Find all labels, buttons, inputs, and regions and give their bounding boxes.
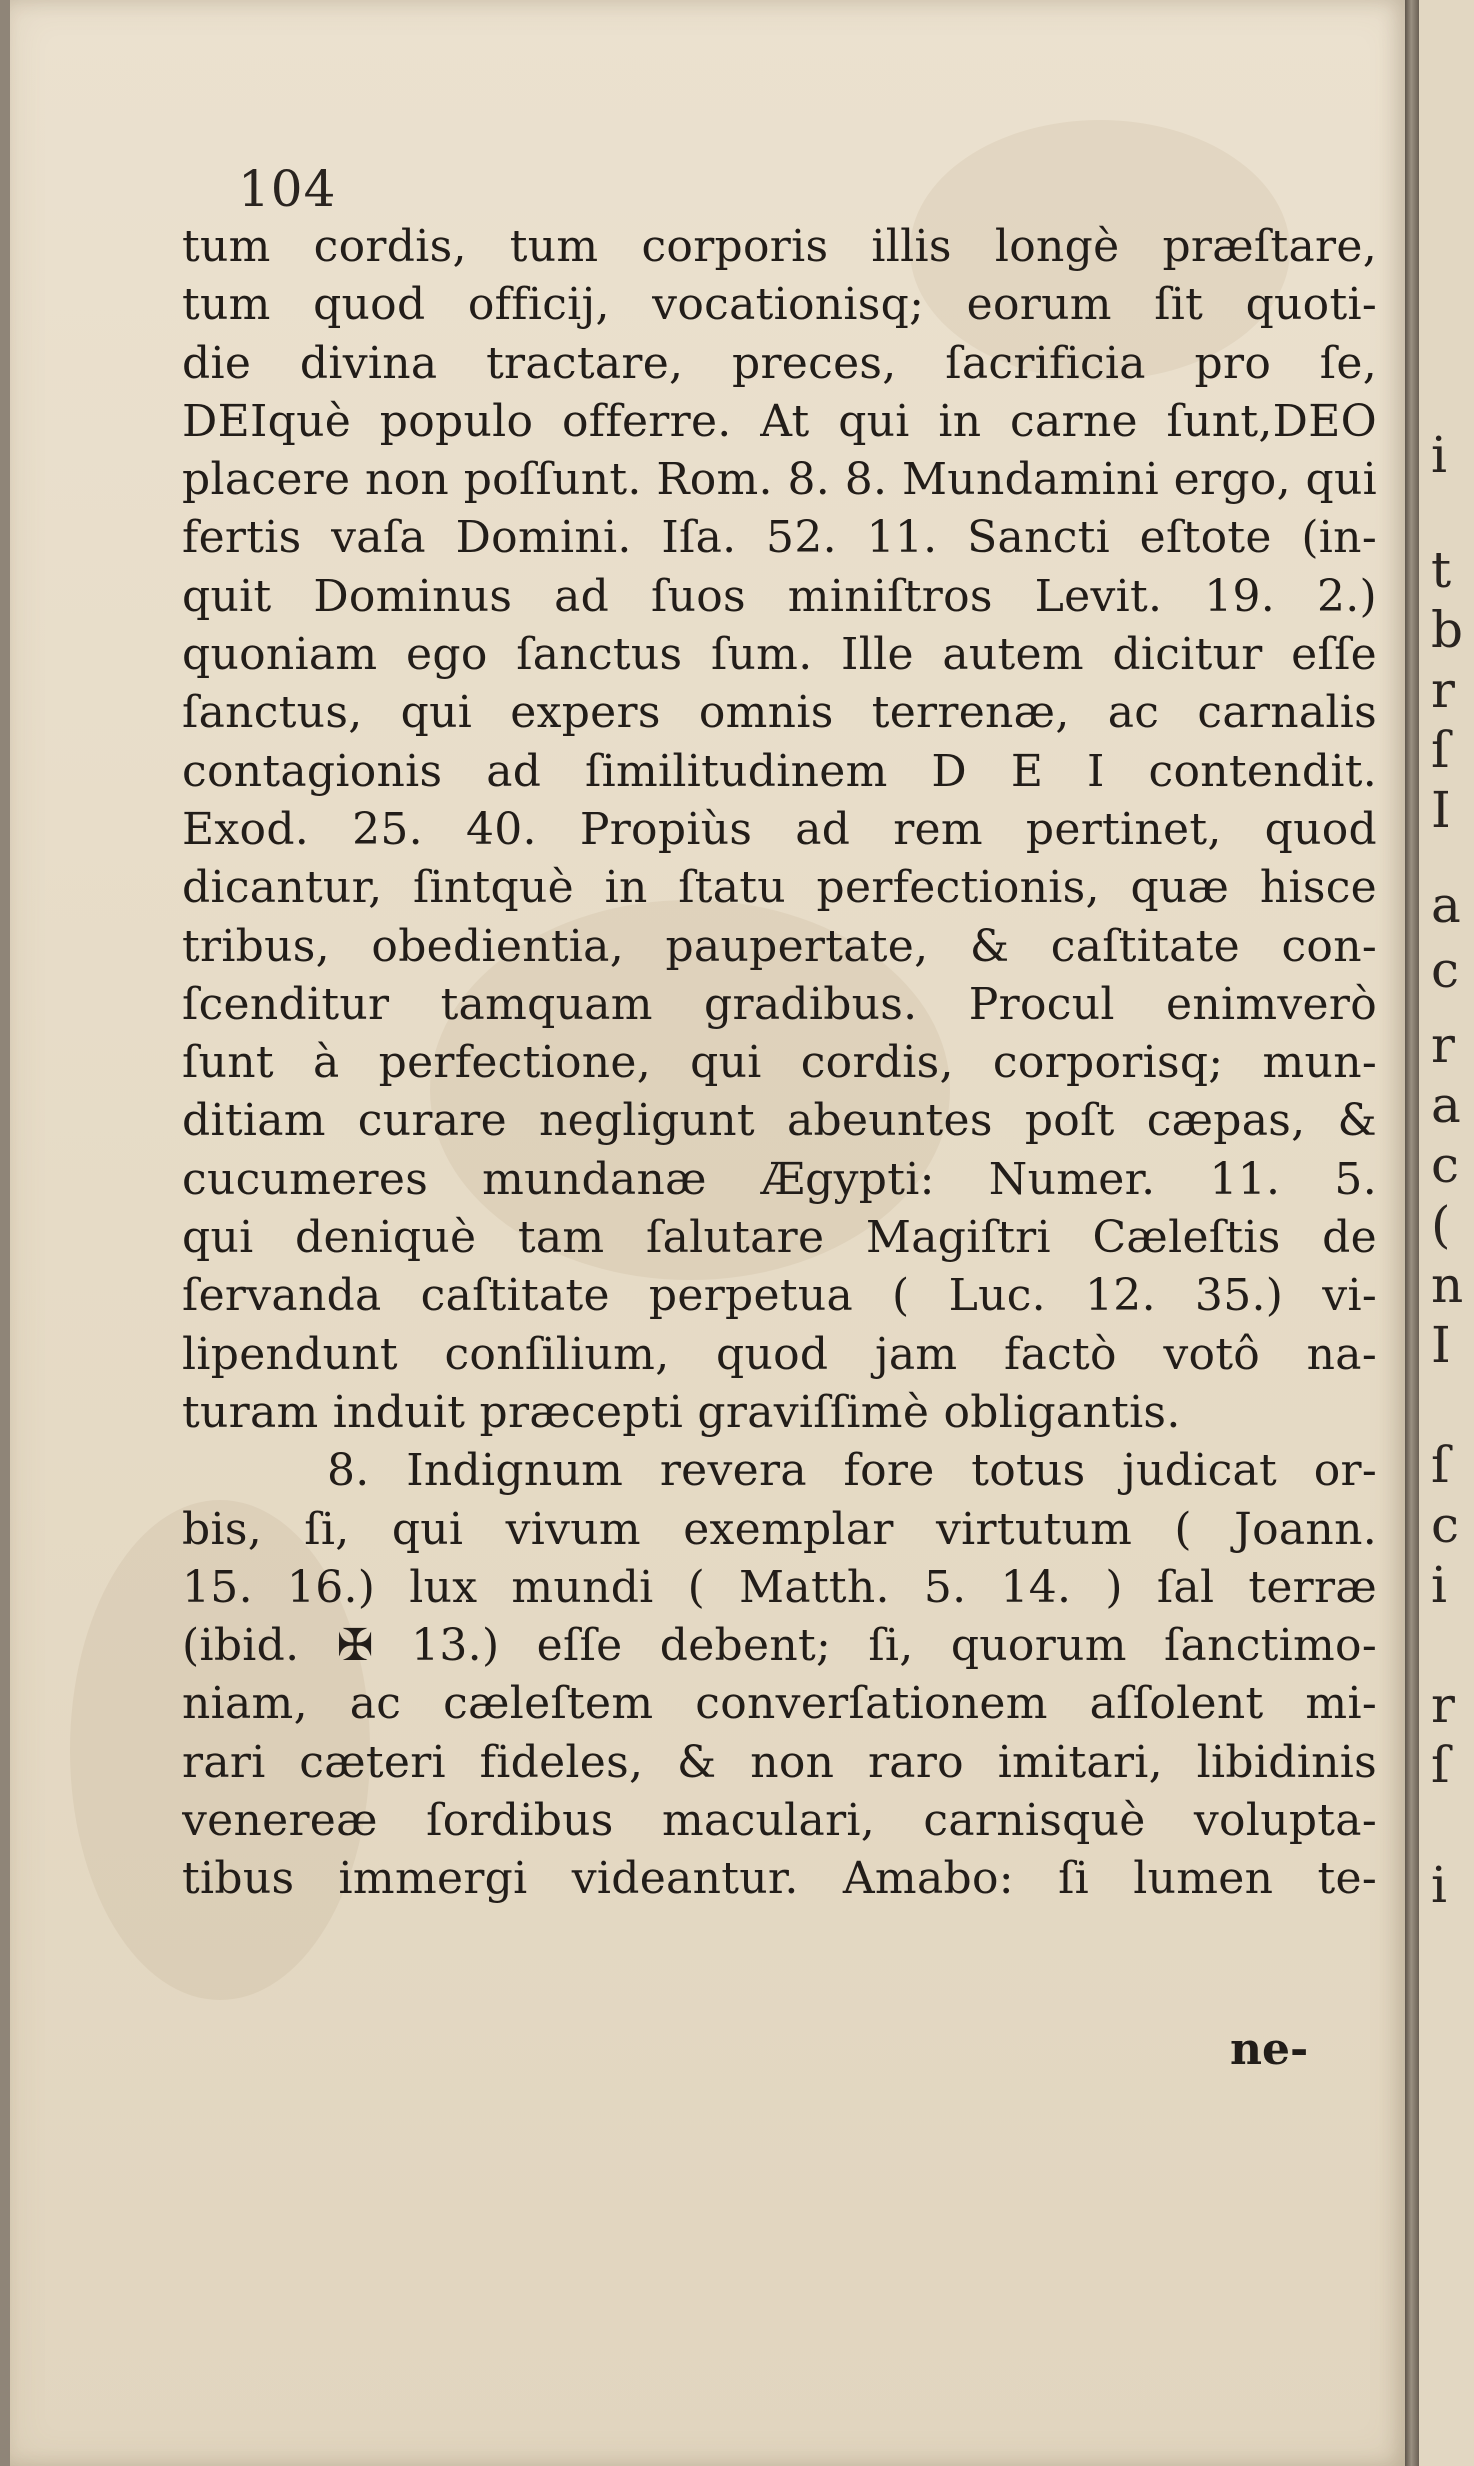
facing-page-glyph: ſ <box>1431 1736 1450 1794</box>
catchword: ne- <box>1230 2024 1309 2075</box>
text-line: turam induit præcepti graviſſimè obligantis. <box>182 1386 1181 1438</box>
text-line: ſanctus, qui expers omnis terrenæ, ac carnalis <box>182 687 1377 739</box>
text-line: 15. 16.) lux mundi ( Matth. 5. 14. ) ſal terræ <box>182 1561 1377 1613</box>
book-page <box>10 0 1405 2466</box>
facing-page-glyph: i <box>1431 1856 1447 1914</box>
facing-page-glyph: c <box>1431 941 1460 999</box>
text-line: lipendunt conſilium, quod jam factò votô na- <box>182 1328 1377 1380</box>
facing-page-glyph: a <box>1431 1076 1461 1134</box>
text-line: DEIquè populo offerre. At qui in carne ſunt,DEO <box>182 395 1377 447</box>
page-number: 104 <box>238 160 337 218</box>
text-line: quoniam ego ſanctus ſum. Ille autem dicitur eſſe <box>182 629 1377 681</box>
text-line: die divina tractare, preces, ſacrificia pro ſe, <box>182 337 1377 389</box>
text-block <box>182 218 1377 1909</box>
facing-page-glyph: t <box>1431 541 1452 599</box>
text-line: tibus immergi videantur. Amabo: ſi lumen te- <box>182 1853 1377 1905</box>
text-line: qui deniquè tam ſalutare Magiſtri Cæleſtis de <box>182 1212 1377 1264</box>
book-gutter <box>1405 0 1419 2466</box>
text-line: ſunt à perfectione, qui cordis, corporisq; mun- <box>182 1037 1377 1089</box>
text-line: placere non poſſunt. Rom. 8. 8. Mundamini ergo, qui <box>182 454 1377 506</box>
facing-page-glyph: r <box>1431 1016 1455 1074</box>
text-line: cucumeres mundanæ Ægypti: Numer. 11. 5. <box>182 1153 1377 1205</box>
text-line: dicantur, ſintquè in ſtatu perfectionis, quæ hisce <box>182 862 1377 914</box>
facing-page-glyph: i <box>1431 1556 1447 1614</box>
facing-page-glyph: ſ <box>1431 721 1450 779</box>
facing-page-glyph: r <box>1431 1676 1455 1734</box>
text-line: bis, ſi, qui vivum exemplar virtutum ( Joann. <box>182 1503 1377 1555</box>
text-line: ditiam curare negligunt abeuntes poſt cæpas, & <box>182 1095 1377 1147</box>
text-line: rari cæteri fideles, & non raro imitari, libidinis <box>182 1736 1377 1788</box>
text-line: fertis vaſa Domini. Iſa. 52. 11. Sancti eſtote (in- <box>182 512 1377 564</box>
text-line: contagionis ad ſimilitudinem D E I contendit. <box>182 745 1377 797</box>
text-line: tribus, obedientia, paupertate, & caſtitate con- <box>182 920 1377 972</box>
text-line: Exod. 25. 40. Propiùs ad rem pertinet, quod <box>182 803 1377 855</box>
text-line: ſcenditur tamquam gradibus. Procul enimverò <box>182 978 1377 1030</box>
facing-page-glyph: n <box>1431 1256 1464 1314</box>
text-line: (ibid. ✠ 13.) eſſe debent; ſi, quorum ſanctimo- <box>182 1620 1377 1672</box>
facing-page-glyph: r <box>1431 661 1455 719</box>
facing-page-glyph: ( <box>1431 1196 1451 1254</box>
text-line: ſervanda caſtitate perpetua ( Luc. 12. 35.) vi- <box>182 1270 1377 1322</box>
facing-page-glyph: b <box>1431 601 1464 659</box>
facing-page-glyph: c <box>1431 1496 1460 1554</box>
facing-page-glyph: c <box>1431 1136 1460 1194</box>
facing-page-glyph: ſ <box>1431 1436 1450 1494</box>
text-line: tum cordis, tum corporis illis longè præſtare, <box>182 221 1377 272</box>
text-line: niam, ac cæleſtem converſationem aſſolent mi- <box>182 1678 1377 1730</box>
facing-page-glyph: a <box>1431 876 1461 934</box>
facing-page-glyph: I <box>1431 1316 1451 1374</box>
facing-page-edge <box>1419 0 1474 2466</box>
text-line: tum quod officij, vocationisq; eorum ſit quoti- <box>182 279 1377 331</box>
facing-page-glyph: I <box>1431 781 1451 839</box>
text-line: venereæ ſordibus maculari, carnisquè volupta- <box>182 1795 1377 1847</box>
text-line: quit Dominus ad ſuos miniſtros Levit. 19. 2.) <box>182 570 1377 622</box>
facing-page-glyph: i <box>1431 426 1447 484</box>
paragraph-start-line: 8. Indignum revera fore totus judicat or- <box>327 1445 1377 1497</box>
